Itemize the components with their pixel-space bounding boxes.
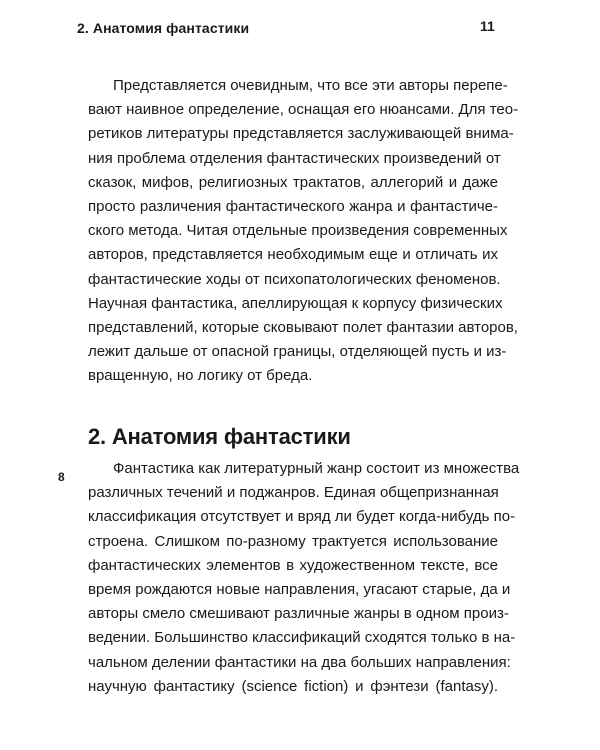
text-line: авторов, представляется необходимым еще и отличать их <box>88 246 498 264</box>
text-line: ния проблема отделения фантастических произведений от <box>88 149 501 167</box>
text-line: просто различения фантастического жанра и фантастиче- <box>88 197 498 215</box>
page-number: 11 <box>480 18 495 34</box>
text-line: сказок, мифов, религиозных трактатов, аллегорий и даже <box>88 173 498 191</box>
paragraph-intro <box>88 74 519 388</box>
text-line: время рождаются новые направления, угасают старые, да и <box>88 580 511 598</box>
text-line: ведении. Большинство классификаций сходятся только в на- <box>88 629 516 647</box>
paragraph-section <box>88 457 520 699</box>
text-line: Представляется очевидным, что все эти авторы перепе- <box>113 77 508 94</box>
text-line: лежит дальше от опасной границы, отделяющей пусть и из- <box>88 343 507 361</box>
text-line: различных течений и поджанров. Единая общепризнанная <box>88 484 499 502</box>
section-heading: 2. Анатомия фантастики <box>88 424 351 449</box>
margin-mark: 8 <box>58 470 65 484</box>
text-line: авторы смело смешивают различные жанры в одном произ- <box>88 605 509 623</box>
text-line: чальном делении фантастики на два больших направления: <box>88 653 511 671</box>
text-line: вращенную, но логику от бреда. <box>88 367 313 385</box>
text-line: Научная фантастика, апеллирующая к корпусу физических <box>88 294 503 312</box>
text-line: научную фантастику (science fiction) и фэнтези (fantasy). <box>88 677 498 695</box>
running-header: 2. Анатомия фантастики <box>77 20 250 36</box>
text-line: классификация отсутствует и вряд ли будет когда-нибудь по- <box>88 508 516 526</box>
text-line: фантастические ходы от психопатологических феноменов. <box>88 270 501 288</box>
text-line: фантастических элементов в художественном тексте, все <box>88 556 498 574</box>
text-line: представлений, которые сковывают полет фантазии авторов, <box>88 318 518 336</box>
text-line: ретиков литературы представляется заслуживающей внима- <box>88 125 514 143</box>
text-line: строена. Слишком по-разному трактуется использование <box>88 532 498 550</box>
text-line: вают наивное определение, оснащая его нюансами. Для тео- <box>88 101 519 119</box>
text-line: ского метода. Читая отдельные произведения современных <box>88 222 508 240</box>
text-line: Фантастика как литературный жанр состоит из множества <box>113 460 520 477</box>
